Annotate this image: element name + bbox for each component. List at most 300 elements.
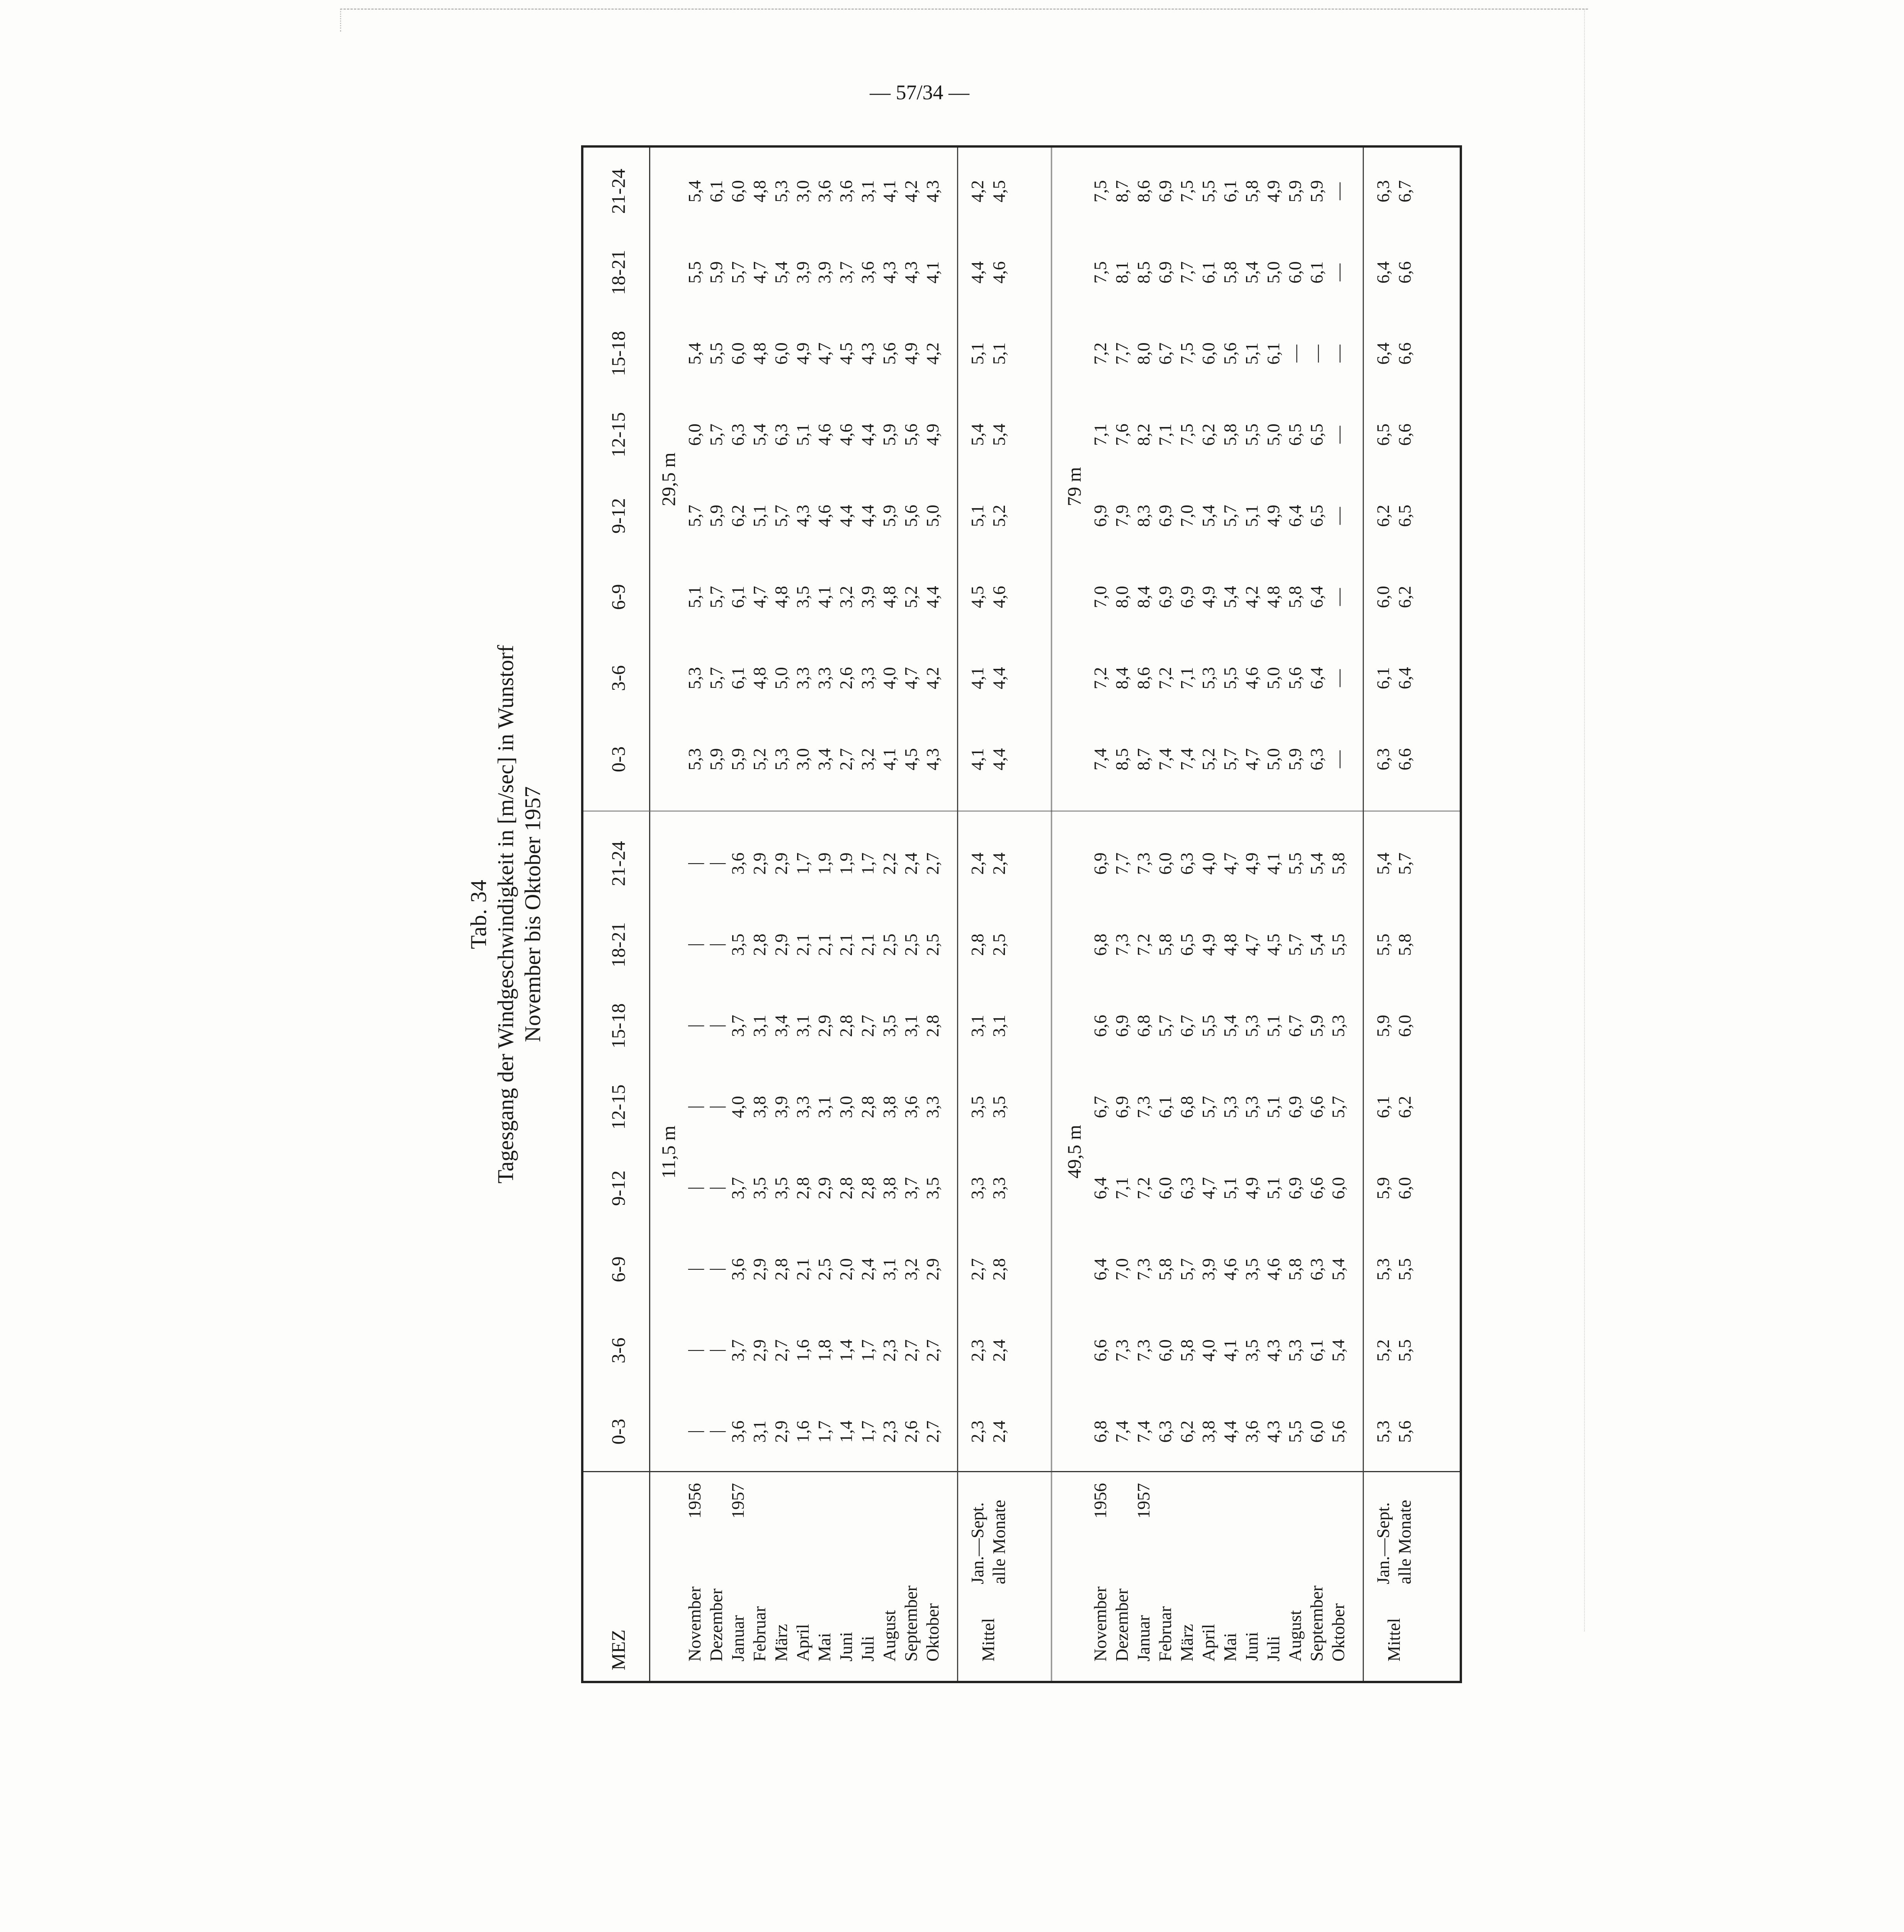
cell-s1-r9-c3: 6,9 xyxy=(1285,1177,1305,1199)
month-label-januar-g0 xyxy=(727,1483,749,1662)
cell-s3-r5-c5: 6,0 xyxy=(1198,342,1218,365)
header-col-12-15-left: 12-15 xyxy=(607,1084,629,1130)
cell-s0-r9-c6: 2,5 xyxy=(879,934,899,956)
cell-s3-r5-c6: 6,1 xyxy=(1198,261,1218,284)
cell-s2-r0-c2: 5,1 xyxy=(685,586,704,608)
mittel-s1-jan-sept-c4: 6,1 xyxy=(1373,1096,1393,1118)
mittel-s2-jan-sept-c5: 5,1 xyxy=(967,342,987,365)
cell-s1-r4-c3: 6,3 xyxy=(1177,1177,1197,1199)
cell-s1-r9-c1: 5,3 xyxy=(1285,1339,1305,1362)
cell-s1-r7-c0: 3,6 xyxy=(1242,1420,1261,1443)
height-label-section-3: 79 m xyxy=(1063,467,1085,506)
cell-s3-r8-c1: 5,0 xyxy=(1263,667,1283,689)
header-col-21-24-right: 21-24 xyxy=(607,168,629,214)
cell-s1-r2-c2: 7,3 xyxy=(1134,1258,1153,1281)
cell-s3-r1-c4: 7,6 xyxy=(1112,423,1132,446)
cell-s2-r9-c7: 4,1 xyxy=(879,180,899,202)
cell-s3-r2-c2: 8,4 xyxy=(1134,586,1153,608)
cell-s1-r8-c3: 5,1 xyxy=(1263,1177,1283,1199)
mittel-s2-alle-c0: 4,4 xyxy=(989,748,1009,770)
cell-s2-r1-c4: 5,7 xyxy=(706,423,726,446)
mittel-rule xyxy=(957,148,958,1681)
cell-s1-r3-c2: 5,8 xyxy=(1155,1258,1175,1281)
cell-s0-r10-c7: 2,4 xyxy=(901,852,921,875)
month-name: Mai xyxy=(1220,1633,1240,1662)
cell-s2-r0-c7: 5,4 xyxy=(685,180,704,202)
cell-s3-r4-c4: 7,5 xyxy=(1177,423,1197,446)
cell-s2-r8-c0: 3,2 xyxy=(858,748,877,770)
cell-s2-r0-c3: 5,7 xyxy=(685,505,704,527)
cell-s3-r9-c4: 6,5 xyxy=(1285,423,1305,446)
cell-s2-r11-c5: 4,2 xyxy=(923,342,942,365)
mittel-s3-alle-c6: 6,6 xyxy=(1395,261,1414,284)
cell-s0-r1-c0: | xyxy=(706,1430,726,1434)
cell-s2-r10-c6: 4,3 xyxy=(901,261,921,284)
table-caption xyxy=(465,145,577,1683)
cell-s2-r11-c1: 4,2 xyxy=(923,667,942,689)
cell-s0-r10-c6: 2,5 xyxy=(901,934,921,956)
mittel-s0-jan-sept-c6: 2,8 xyxy=(967,934,987,956)
month-name: August xyxy=(1285,1610,1305,1662)
mittel-s0-alle-c3: 3,3 xyxy=(989,1177,1009,1199)
cell-s1-r5-c4: 5,7 xyxy=(1198,1096,1218,1118)
mittel-s1-alle-c4: 6,2 xyxy=(1395,1096,1414,1118)
month-label-september-g0 xyxy=(900,1585,922,1662)
cell-s0-r1-c1: | xyxy=(706,1349,726,1352)
cell-s1-r8-c1: 4,3 xyxy=(1263,1339,1283,1362)
mittel-s0-jan-sept-c4: 3,5 xyxy=(967,1096,987,1118)
month-label-april-g0 xyxy=(792,1624,814,1662)
cell-s0-r10-c1: 2,7 xyxy=(901,1339,921,1362)
cell-s0-r2-c2: 3,6 xyxy=(728,1258,748,1281)
cell-s3-r7-c3: 5,1 xyxy=(1242,505,1261,527)
cell-s3-r2-c1: 8,6 xyxy=(1134,667,1153,689)
cell-s3-r6-c4: 5,8 xyxy=(1220,423,1240,446)
header-col-0-3-left: 0-3 xyxy=(607,1418,629,1445)
cell-s3-r4-c6: 7,7 xyxy=(1177,261,1197,284)
mittel-jan-sept-label: Jan.—Sept. xyxy=(967,1502,987,1584)
cell-s0-r0-c1: | xyxy=(685,1349,704,1352)
month-name: November xyxy=(1090,1586,1110,1662)
month-name: Februar xyxy=(750,1606,769,1662)
cell-s3-r0-c2: 7,0 xyxy=(1090,586,1110,608)
cell-s3-r4-c7: 7,5 xyxy=(1177,180,1197,202)
cell-s3-r9-c2: 5,8 xyxy=(1285,586,1305,608)
cell-s2-r8-c5: 4,3 xyxy=(858,342,877,365)
height-label-section-2: 29,5 m xyxy=(658,452,679,506)
cell-s0-r3-c7: 2,9 xyxy=(750,852,769,875)
mittel-s0-alle-c6: 2,5 xyxy=(989,934,1009,956)
cell-s1-r5-c5: 5,5 xyxy=(1198,1015,1218,1037)
cell-s0-r1-c4: | xyxy=(706,1105,726,1109)
cell-s2-r7-c4: 4,6 xyxy=(836,423,856,446)
cell-s2-r8-c7: 3,1 xyxy=(858,180,877,202)
cell-s2-r11-c7: 4,3 xyxy=(923,180,942,202)
cell-s1-r4-c1: 5,8 xyxy=(1177,1339,1197,1362)
header-col-6-9-left: 6-9 xyxy=(607,1256,629,1282)
cell-s1-r2-c5: 6,8 xyxy=(1134,1015,1153,1037)
month-label-januar-g1 xyxy=(1133,1483,1154,1662)
cell-s1-r3-c4: 6,1 xyxy=(1155,1096,1175,1118)
cell-s2-r0-c1: 5,3 xyxy=(685,667,704,689)
cell-s2-r7-c6: 3,7 xyxy=(836,261,856,284)
cell-s3-r2-c6: 8,5 xyxy=(1134,261,1153,284)
cell-s1-r3-c0: 6,3 xyxy=(1155,1420,1175,1443)
cell-s0-r9-c4: 3,8 xyxy=(879,1096,899,1118)
cell-s3-r0-c4: 7,1 xyxy=(1090,423,1110,446)
cell-s3-r5-c7: 5,5 xyxy=(1198,180,1218,202)
mittel-s0-jan-sept-c7: 2,4 xyxy=(967,852,987,875)
cell-s3-r9-c0: 5,9 xyxy=(1285,748,1305,770)
cell-s2-r2-c3: 6,2 xyxy=(728,505,748,527)
cell-s0-r5-c2: 2,1 xyxy=(793,1258,813,1281)
cell-s0-r2-c4: 4,0 xyxy=(728,1096,748,1118)
scan-edge-right xyxy=(1584,9,1585,1631)
cell-s0-r7-c0: 1,4 xyxy=(836,1420,856,1443)
month-label-november-g0 xyxy=(684,1483,706,1662)
cell-s2-r2-c2: 6,1 xyxy=(728,586,748,608)
cell-s0-r2-c7: 3,6 xyxy=(728,852,748,875)
cell-s2-r10-c5: 4,9 xyxy=(901,342,921,365)
mittel-s3-jan-sept-c2: 6,0 xyxy=(1373,586,1393,608)
cell-s0-r10-c3: 3,7 xyxy=(901,1177,921,1199)
mittel-label: Mittel xyxy=(1384,1618,1404,1662)
mittel-s2-jan-sept-c2: 4,5 xyxy=(967,586,987,608)
cell-s0-r4-c4: 3,9 xyxy=(771,1096,791,1118)
header-col-6-9-right: 6-9 xyxy=(607,584,629,610)
mittel-s3-jan-sept-c6: 6,4 xyxy=(1373,261,1393,284)
cell-s0-r8-c1: 1,7 xyxy=(858,1339,877,1362)
cell-s1-r6-c4: 5,3 xyxy=(1220,1096,1240,1118)
cell-s2-r5-c4: 5,1 xyxy=(793,423,813,446)
cell-s0-r6-c1: 1,8 xyxy=(814,1339,834,1362)
cell-s1-r2-c4: 7,3 xyxy=(1134,1096,1153,1118)
cell-s1-r2-c1: 7,3 xyxy=(1134,1339,1153,1362)
cell-s2-r6-c1: 3,3 xyxy=(814,667,834,689)
cell-s3-r6-c5: 5,6 xyxy=(1220,342,1240,365)
mittel-s2-alle-c3: 5,2 xyxy=(989,505,1009,527)
cell-s3-r8-c0: 5,0 xyxy=(1263,748,1283,770)
cell-s1-r8-c2: 4,6 xyxy=(1263,1258,1283,1281)
cell-s3-r6-c1: 5,5 xyxy=(1220,667,1240,689)
mittel-s1-jan-sept-c0: 5,3 xyxy=(1373,1420,1393,1443)
month-label-juni-g0 xyxy=(835,1632,857,1662)
month-label-maerz-g0 xyxy=(770,1624,792,1662)
year-label: 1957 xyxy=(1134,1483,1153,1519)
cell-s3-r1-c2: 8,0 xyxy=(1112,586,1132,608)
cell-s1-r9-c0: 5,5 xyxy=(1285,1420,1305,1443)
cell-s2-r11-c6: 4,1 xyxy=(923,261,942,284)
cell-s0-r8-c6: 2,1 xyxy=(858,934,877,956)
cell-s2-r1-c5: 5,5 xyxy=(706,342,726,365)
cell-s1-r0-c7: 6,9 xyxy=(1090,852,1110,875)
cell-s0-r11-c2: 2,9 xyxy=(923,1258,942,1281)
month-label-dezember-g1 xyxy=(1111,1588,1133,1662)
cell-s1-r7-c3: 4,9 xyxy=(1242,1177,1261,1199)
cell-s2-r2-c1: 6,1 xyxy=(728,667,748,689)
cell-s3-r11-c0: — xyxy=(1328,750,1348,768)
cell-s0-r4-c1: 2,7 xyxy=(771,1339,791,1362)
cell-s0-r5-c6: 2,1 xyxy=(793,934,813,956)
header-col-0-3-right: 0-3 xyxy=(607,746,629,772)
cell-s1-r3-c5: 5,7 xyxy=(1155,1015,1175,1037)
cell-s2-r11-c0: 4,3 xyxy=(923,748,942,770)
cell-s1-r5-c3: 4,7 xyxy=(1198,1177,1218,1199)
cell-s0-r8-c4: 2,8 xyxy=(858,1096,877,1118)
cell-s2-r8-c2: 3,9 xyxy=(858,586,877,608)
cell-s0-r2-c1: 3,7 xyxy=(728,1339,748,1362)
cell-s3-r2-c4: 8,2 xyxy=(1134,423,1153,446)
cell-s2-r8-c6: 3,6 xyxy=(858,261,877,284)
cell-s3-r1-c6: 8,1 xyxy=(1112,261,1132,284)
cell-s3-r4-c5: 7,5 xyxy=(1177,342,1197,365)
cell-s3-r4-c1: 7,1 xyxy=(1177,667,1197,689)
cell-s3-r5-c2: 4,9 xyxy=(1198,586,1218,608)
month-label-juni-g1 xyxy=(1241,1632,1263,1662)
cell-s0-r7-c3: 2,8 xyxy=(836,1177,856,1199)
cell-s0-r8-c0: 1,7 xyxy=(858,1420,877,1443)
cell-s1-r10-c2: 6,3 xyxy=(1307,1258,1326,1281)
cell-s1-r0-c2: 6,4 xyxy=(1090,1258,1110,1281)
mittel-s0-alle-c4: 3,5 xyxy=(989,1096,1009,1118)
cell-s1-r1-c1: 7,3 xyxy=(1112,1339,1132,1362)
cell-s1-r11-c7: 5,8 xyxy=(1328,852,1348,875)
mittel-s3-jan-sept-c1: 6,1 xyxy=(1373,667,1393,689)
cell-s3-r11-c6: — xyxy=(1328,264,1348,281)
cell-s3-r3-c4: 7,1 xyxy=(1155,423,1175,446)
mittel-s2-jan-sept-c1: 4,1 xyxy=(967,667,987,689)
cell-s0-r2-c6: 3,5 xyxy=(728,934,748,956)
cell-s0-r3-c4: 3,8 xyxy=(750,1096,769,1118)
mittel-s3-jan-sept-c4: 6,5 xyxy=(1373,423,1393,446)
cell-s0-r1-c3: | xyxy=(706,1186,726,1190)
cell-s0-r4-c6: 2,9 xyxy=(771,934,791,956)
mittel-s2-jan-sept-c7: 4,2 xyxy=(967,180,987,202)
month-name: Mai xyxy=(814,1633,834,1662)
cell-s3-r7-c4: 5,5 xyxy=(1242,423,1261,446)
cell-s0-r11-c1: 2,7 xyxy=(923,1339,942,1362)
cell-s0-r1-c6: | xyxy=(706,943,726,947)
cell-s0-r6-c4: 3,1 xyxy=(814,1096,834,1118)
mittel-s1-jan-sept-c5: 5,9 xyxy=(1373,1015,1393,1037)
rotated-table-page xyxy=(465,145,1462,1683)
cell-s3-r10-c6: 6,1 xyxy=(1307,261,1326,284)
cell-s1-r2-c0: 7,4 xyxy=(1134,1420,1153,1443)
cell-s1-r10-c0: 6,0 xyxy=(1307,1420,1326,1443)
year-label: 1956 xyxy=(685,1483,704,1519)
cell-s0-r0-c7: | xyxy=(685,862,704,866)
cell-s0-r6-c3: 2,9 xyxy=(814,1177,834,1199)
cell-s2-r1-c7: 6,1 xyxy=(706,180,726,202)
cell-s1-r10-c1: 6,1 xyxy=(1307,1339,1326,1362)
cell-s3-r11-c5: — xyxy=(1328,345,1348,362)
cell-s0-r11-c4: 3,3 xyxy=(923,1096,942,1118)
cell-s1-r9-c5: 6,7 xyxy=(1285,1015,1305,1037)
cell-s2-r5-c2: 3,5 xyxy=(793,586,813,608)
mittel-s1-alle-c5: 6,0 xyxy=(1395,1015,1414,1037)
month-name: Dezember xyxy=(706,1588,726,1662)
cell-s3-r6-c0: 5,7 xyxy=(1220,748,1240,770)
cell-s1-r8-c5: 5,1 xyxy=(1263,1015,1283,1037)
cell-s1-r5-c6: 4,9 xyxy=(1198,934,1218,956)
cell-s3-r10-c0: 6,3 xyxy=(1307,748,1326,770)
cell-s3-r1-c3: 7,9 xyxy=(1112,505,1132,527)
month-name: Januar xyxy=(1134,1615,1153,1662)
scan-edge-top xyxy=(340,9,1588,10)
cell-s2-r5-c3: 4,3 xyxy=(793,505,813,527)
cell-s2-r8-c4: 4,4 xyxy=(858,423,877,446)
cell-s2-r1-c6: 5,9 xyxy=(706,261,726,284)
cell-s2-r4-c0: 5,3 xyxy=(771,748,791,770)
cell-s2-r3-c2: 4,7 xyxy=(750,586,769,608)
cell-s2-r0-c0: 5,3 xyxy=(685,748,704,770)
cell-s2-r1-c3: 5,9 xyxy=(706,505,726,527)
cell-s3-r10-c4: 6,5 xyxy=(1307,423,1326,446)
cell-s0-r3-c3: 3,5 xyxy=(750,1177,769,1199)
month-name: Juni xyxy=(1242,1632,1261,1662)
month-name: April xyxy=(1198,1624,1218,1662)
cell-s3-r3-c6: 6,9 xyxy=(1155,261,1175,284)
cell-s3-r0-c7: 7,5 xyxy=(1090,180,1110,202)
cell-s2-r6-c6: 3,9 xyxy=(814,261,834,284)
cell-s0-r2-c3: 3,7 xyxy=(728,1177,748,1199)
mittel-s0-alle-c2: 2,8 xyxy=(989,1258,1009,1281)
cell-s0-r3-c2: 2,9 xyxy=(750,1258,769,1281)
cell-s1-r1-c7: 7,7 xyxy=(1112,852,1132,875)
cell-s3-r3-c7: 6,9 xyxy=(1155,180,1175,202)
height-label-section-0: 11,5 m xyxy=(658,1125,679,1179)
cell-s2-r3-c4: 5,4 xyxy=(750,423,769,446)
cell-s3-r6-c2: 5,4 xyxy=(1220,586,1240,608)
cell-s0-r2-c0: 3,6 xyxy=(728,1420,748,1443)
mittel-s0-jan-sept-c1: 2,3 xyxy=(967,1339,987,1362)
cell-s2-r10-c4: 5,6 xyxy=(901,423,921,446)
month-name: Oktober xyxy=(1328,1603,1348,1662)
cell-s1-r6-c1: 4,1 xyxy=(1220,1339,1240,1362)
cell-s2-r3-c6: 4,7 xyxy=(750,261,769,284)
cell-s2-r7-c7: 3,6 xyxy=(836,180,856,202)
cell-s1-r1-c0: 7,4 xyxy=(1112,1420,1132,1443)
mittel-s1-jan-sept-c7: 5,4 xyxy=(1373,852,1393,875)
cell-s0-r7-c2: 2,0 xyxy=(836,1258,856,1281)
cell-s3-r1-c1: 8,4 xyxy=(1112,667,1132,689)
month-name: März xyxy=(1177,1624,1197,1662)
cell-s1-r7-c5: 5,3 xyxy=(1242,1015,1261,1037)
month-label-februar-g0 xyxy=(749,1606,770,1662)
cell-s3-r4-c3: 7,0 xyxy=(1177,505,1197,527)
cell-s3-r10-c7: 5,9 xyxy=(1307,180,1326,202)
cell-s0-r3-c0: 3,1 xyxy=(750,1420,769,1443)
cell-s1-r11-c5: 5,3 xyxy=(1328,1015,1348,1037)
table-title: Tagesgang der Windgeschwindigkeit in [m/sec] in Wunstorf xyxy=(493,645,518,1184)
cell-s0-r11-c5: 2,8 xyxy=(923,1015,942,1037)
cell-s1-r3-c3: 6,0 xyxy=(1155,1177,1175,1199)
mittel-s2-jan-sept-c0: 4,1 xyxy=(967,748,987,770)
cell-s0-r9-c3: 3,8 xyxy=(879,1177,899,1199)
cell-s1-r4-c0: 6,2 xyxy=(1177,1420,1197,1443)
cell-s2-r7-c1: 2,6 xyxy=(836,667,856,689)
cell-s1-r9-c7: 5,5 xyxy=(1285,852,1305,875)
month-name: April xyxy=(793,1624,813,1662)
month-label-april-g1 xyxy=(1198,1624,1219,1662)
cell-s1-r1-c2: 7,0 xyxy=(1112,1258,1132,1281)
month-name: November xyxy=(685,1586,704,1662)
cell-s1-r10-c3: 6,6 xyxy=(1307,1177,1326,1199)
cell-s0-r11-c6: 2,5 xyxy=(923,934,942,956)
mittel-label: Mittel xyxy=(978,1618,998,1662)
cell-s1-r1-c5: 6,9 xyxy=(1112,1015,1132,1037)
mittel-s1-alle-c3: 6,0 xyxy=(1395,1177,1414,1199)
cell-s1-r7-c1: 3,5 xyxy=(1242,1339,1261,1362)
cell-s3-r11-c3: — xyxy=(1328,507,1348,525)
month-name: August xyxy=(879,1610,899,1662)
cell-s3-r7-c5: 5,1 xyxy=(1242,342,1261,365)
cell-s3-r5-c3: 5,4 xyxy=(1198,505,1218,527)
cell-s0-r5-c1: 1,6 xyxy=(793,1339,813,1362)
cell-s1-r1-c4: 6,9 xyxy=(1112,1096,1132,1118)
cell-s0-r4-c2: 2,8 xyxy=(771,1258,791,1281)
cell-s1-r8-c7: 4,1 xyxy=(1263,852,1283,875)
cell-s0-r7-c6: 2,1 xyxy=(836,934,856,956)
mittel-s2-alle-c5: 5,1 xyxy=(989,342,1009,365)
mittel-s0-jan-sept-c5: 3,1 xyxy=(967,1015,987,1037)
cell-s2-r2-c0: 5,9 xyxy=(728,748,748,770)
cell-s0-r5-c0: 1,6 xyxy=(793,1420,813,1443)
cell-s1-r9-c4: 6,9 xyxy=(1285,1096,1305,1118)
month-name: Juni xyxy=(836,1632,856,1662)
month-label-oktober-g1 xyxy=(1328,1603,1349,1662)
cell-s3-r9-c3: 6,4 xyxy=(1285,505,1305,527)
cell-s1-r0-c3: 6,4 xyxy=(1090,1177,1110,1199)
cell-s2-r4-c2: 4,8 xyxy=(771,586,791,608)
cell-s3-r0-c3: 6,9 xyxy=(1090,505,1110,527)
cell-s1-r10-c5: 5,9 xyxy=(1307,1015,1326,1037)
cell-s3-r9-c6: 6,0 xyxy=(1285,261,1305,284)
cell-s0-r6-c6: 2,1 xyxy=(814,934,834,956)
cell-s1-r2-c3: 7,2 xyxy=(1134,1177,1153,1199)
mittel-s3-alle-c0: 6,6 xyxy=(1395,748,1414,770)
cell-s2-r7-c3: 4,4 xyxy=(836,505,856,527)
mittel-s0-alle-c7: 2,4 xyxy=(989,852,1009,875)
cell-s2-r2-c4: 6,3 xyxy=(728,423,748,446)
cell-s3-r8-c5: 6,1 xyxy=(1263,342,1283,365)
cell-s3-r11-c4: — xyxy=(1328,426,1348,444)
cell-s0-r0-c2: | xyxy=(685,1267,704,1271)
cell-s0-r10-c4: 3,6 xyxy=(901,1096,921,1118)
cell-s3-r3-c0: 7,4 xyxy=(1155,748,1175,770)
month-label-juli-g0 xyxy=(857,1636,879,1662)
cell-s0-r9-c5: 3,5 xyxy=(879,1015,899,1037)
cell-s3-r3-c5: 6,7 xyxy=(1155,342,1175,365)
cell-s0-r0-c3: | xyxy=(685,1186,704,1190)
cell-s0-r2-c5: 3,7 xyxy=(728,1015,748,1037)
cell-s2-r4-c4: 6,3 xyxy=(771,423,791,446)
cell-s2-r0-c5: 5,4 xyxy=(685,342,704,365)
cell-s0-r3-c1: 2,9 xyxy=(750,1339,769,1362)
mittel-s0-alle-c5: 3,1 xyxy=(989,1015,1009,1037)
month-name: Juli xyxy=(1263,1636,1283,1662)
cell-s1-r8-c4: 5,1 xyxy=(1263,1096,1283,1118)
cell-s1-r9-c6: 5,7 xyxy=(1285,934,1305,956)
cell-s2-r4-c1: 5,0 xyxy=(771,667,791,689)
cell-s3-r5-c1: 5,3 xyxy=(1198,667,1218,689)
cell-s0-r0-c5: | xyxy=(685,1024,704,1028)
cell-s1-r4-c4: 6,8 xyxy=(1177,1096,1197,1118)
cell-s1-r10-c7: 5,4 xyxy=(1307,852,1326,875)
cell-s0-r10-c5: 3,1 xyxy=(901,1015,921,1037)
mittel-s3-jan-sept-c5: 6,4 xyxy=(1373,342,1393,365)
mittel-s1-jan-sept-c2: 5,3 xyxy=(1373,1258,1393,1281)
